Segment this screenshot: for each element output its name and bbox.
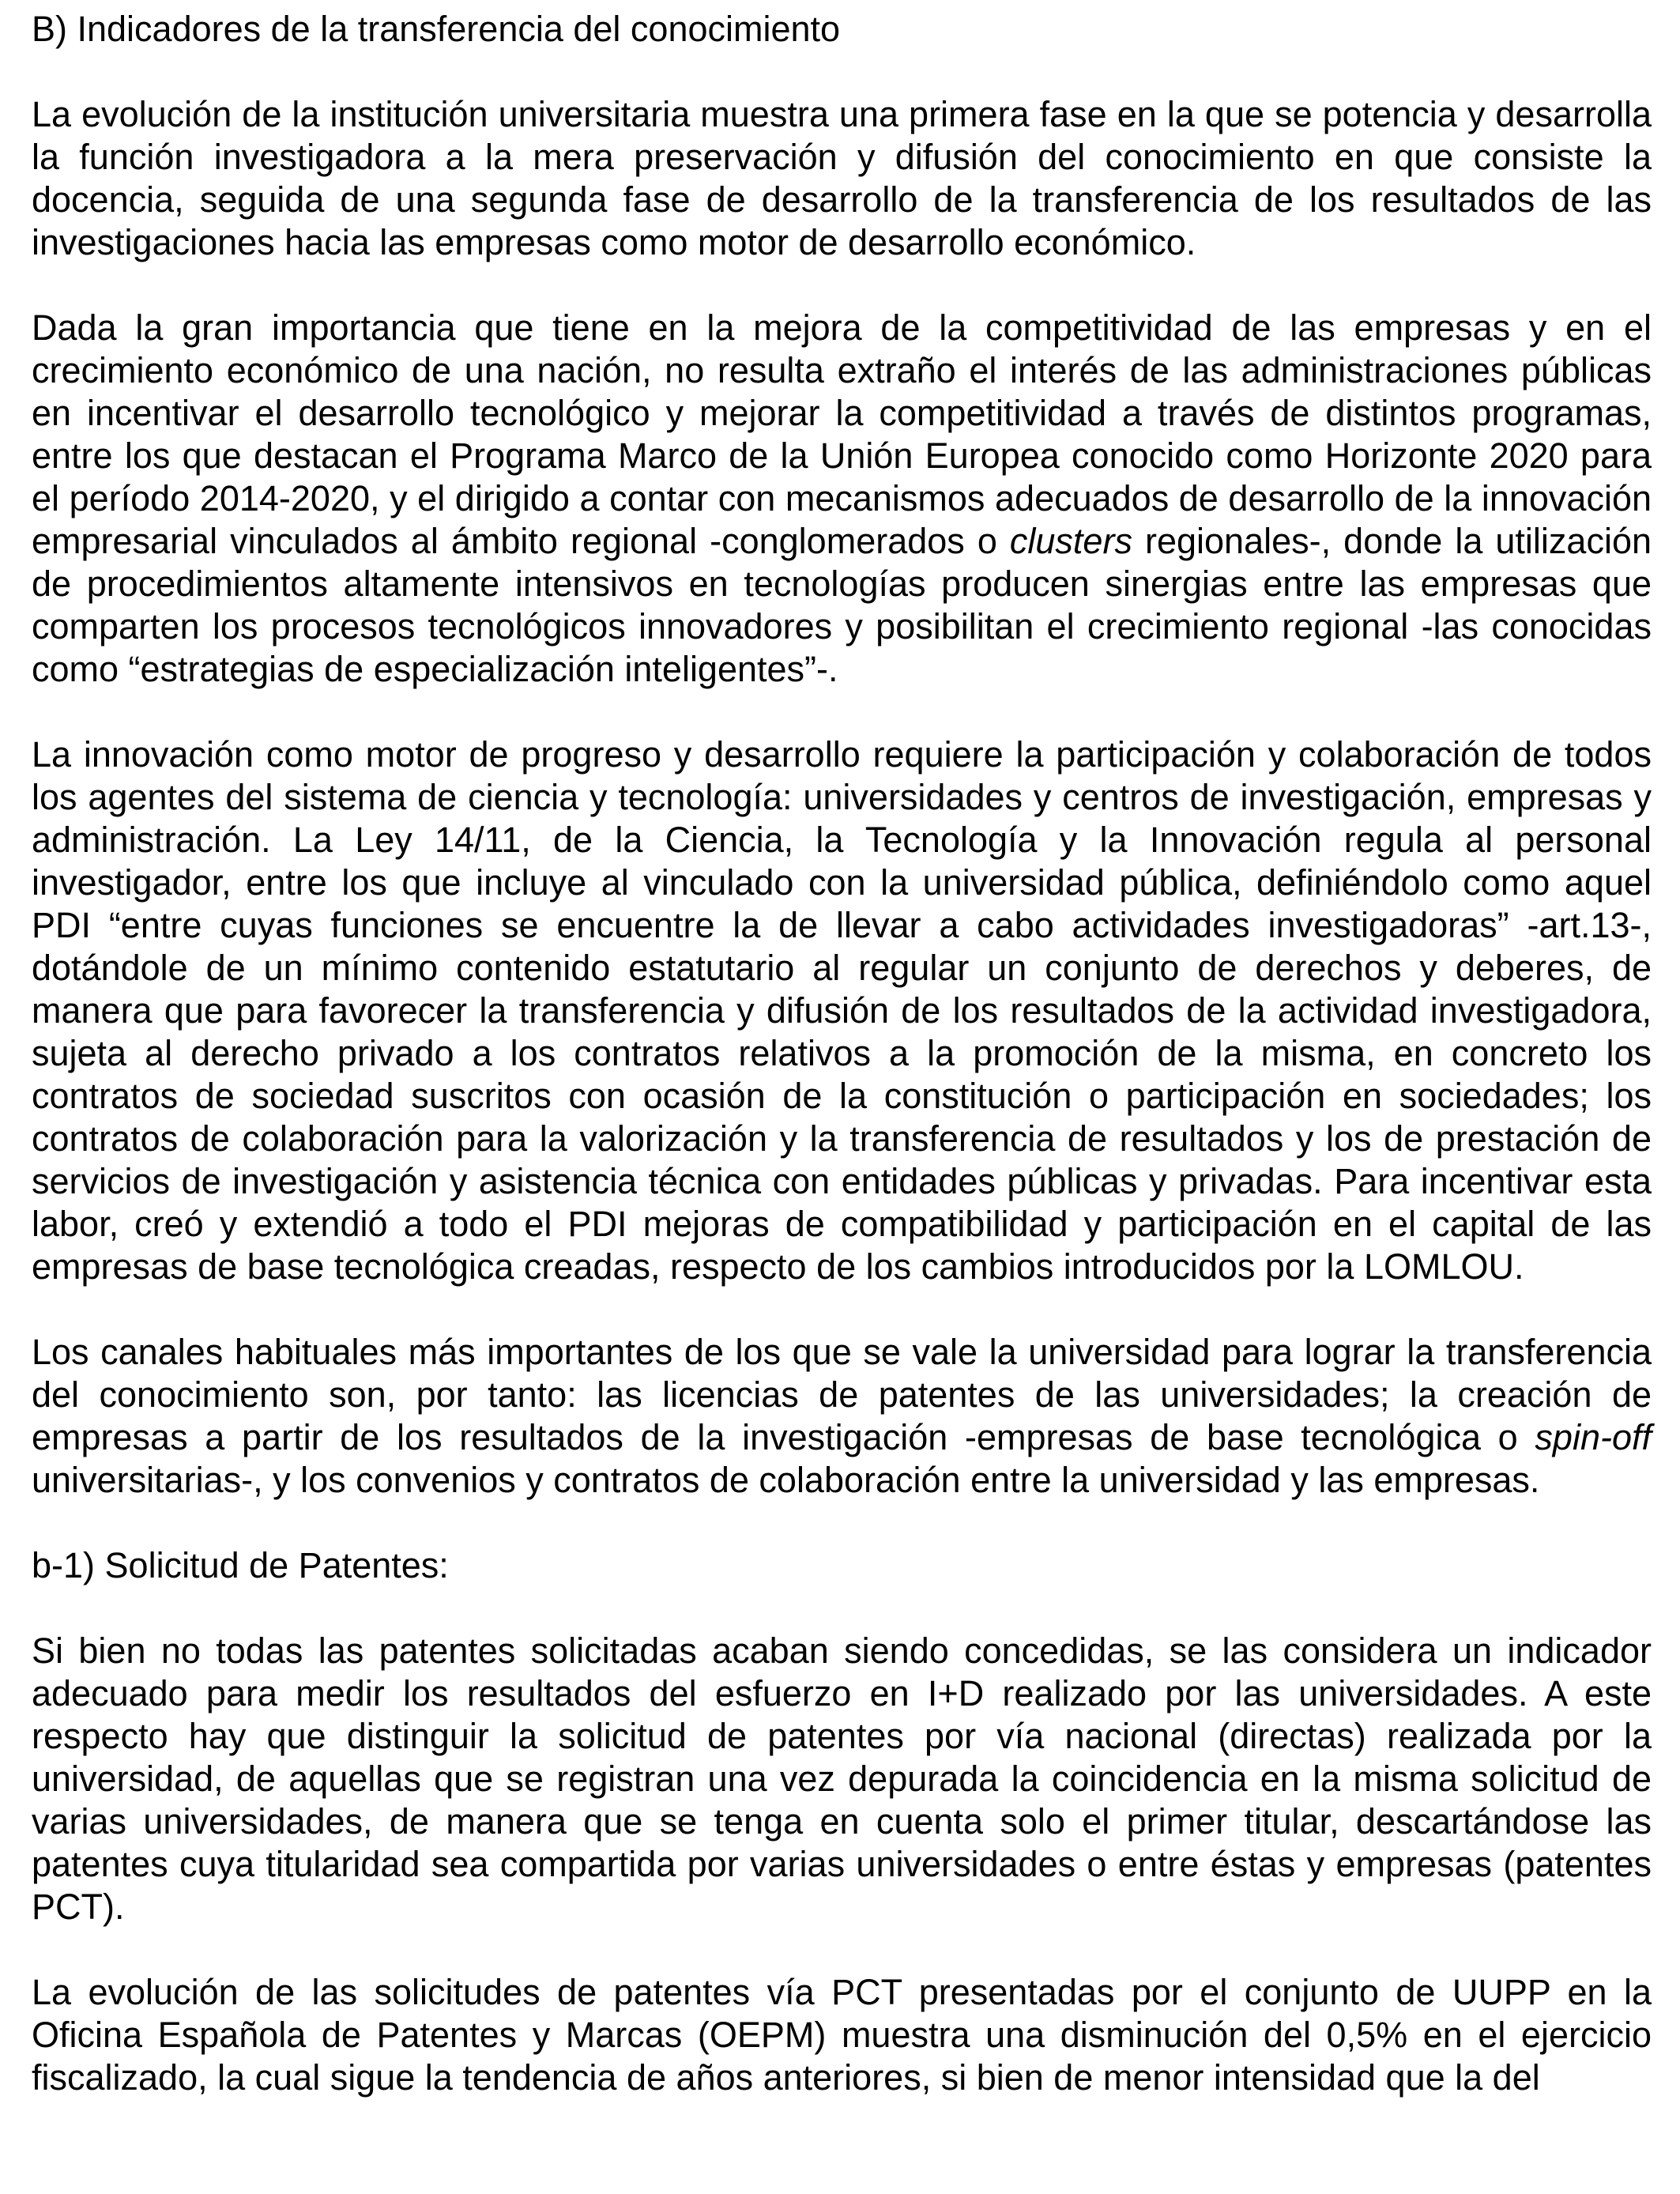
italic-term: spin-off	[1535, 1417, 1652, 1457]
subheading-patents: b-1) Solicitud de Patentes:	[32, 1545, 449, 1585]
paragraph-innovation-law: La innovación como motor de progreso y desarrollo requiere la participación y colaboración de todos los agentes del sistema de ciencia y tecnología: universidades y centros de investigación, empresas y administración. La Ley 14/11, de la Ciencia, la Tecnología y la Innovación regula al personal investigador, entre los que incluye al vinculado con la universidad pública, definiéndolo como aquel PDI “entre cuyas funciones se encuentre la de llevar a cabo actividades investigadoras” -art.13-, dotándole de un mínimo contenido estatutario al regular un conjunto de derechos y deberes, de manera que para favorecer la transferencia y difusión de los resultados de la actividad investigadora, sujeta al derecho privado a los contratos relativos a la promoción de la misma, en concreto los contratos de sociedad suscritos con ocasión de la constitución o participación en sociedades; los contratos de colaboración para la valorización y la transferencia de resultados y los de prestación de servicios de investigación y asistencia técnica con entidades públicas y privadas. Para incentivar esta labor, creó y extendió a todo el PDI mejoras de compatibilidad y participación en el capital de las empresas de base tecnológica creadas, respecto de los cambios introducidos por la LOMLOU.	[32, 734, 1652, 1287]
paragraph-transfer-channels	[32, 1331, 1652, 1502]
italic-term: clusters	[1009, 521, 1132, 561]
document-page	[32, 8, 1652, 2099]
paragraph-pct-evolution: La evolución de las solicitudes de patentes vía PCT presentadas por el conjunto de UUPP en la Oficina Española de Patentes y Marcas (OEPM) muestra una disminución del 0,5% en el ejercicio fiscalizado, la cual sigue la tendencia de años anteriores, si bien de menor intensidad que la del	[32, 1972, 1652, 2098]
paragraph-patent-indicator: Si bien no todas las patentes solicitadas acaban siendo concedidas, se las considera un indicador adecuado para medir los resultados del esfuerzo en I+D realizado por las universidades. A este respecto hay que distinguir la solicitud de patentes por vía nacional (directas) realizada por la universidad, de aquellas que se registran una vez depurada la coincidencia en la misma solicitud de varias universidades, de manera que se tenga en cuenta solo el primer titular, descartándose las patentes cuya titularidad sea compartida por varias universidades o entre éstas y empresas (patentes PCT).	[32, 1630, 1652, 1927]
paragraph-text: regionales-, donde la utilización de procedimientos altamente intensivos en tecnologías producen sinergias entre las empresas que comparten los procesos tecnológicos innovadores y posibilitan el crecimiento regional -las conocidas como “estrategias de especialización inteligentes”-.	[32, 521, 1652, 689]
paragraph-university-evolution: La evolución de la institución universitaria muestra una primera fase en la que se potencia y desarrolla la función investigadora a la mera preservación y difusión del conocimiento en que consiste la docencia, seguida de una segunda fase de desarrollo de la transferencia de los resultados de las investigaciones hacia las empresas como motor de desarrollo económico.	[32, 94, 1652, 262]
paragraph-text: Los canales habituales más importantes de los que se vale la universidad para lograr la transferencia del conocimiento son, por tanto: las licencias de patentes de las universidades; la creación de empresas a partir de los resultados de la investigación -empresas de base tecnológica o	[32, 1332, 1652, 1457]
section-heading: B) Indicadores de la transferencia del conocimiento	[32, 9, 841, 49]
paragraph-text: universitarias-, y los convenios y contratos de colaboración entre la universidad y las empresas.	[32, 1460, 1540, 1500]
paragraph-text: Dada la gran importancia que tiene en la mejora de la competitividad de las empresas y en el crecimiento económico de una nación, no resulta extraño el interés de las administraciones públicas en incentivar el desarrollo tecnológico y mejorar la competitividad a través de distintos programas, entre los que destacan el Programa Marco de la Unión Europea conocido como Horizonte 2020 para el período 2014-2020, y el dirigido a contar con mecanismos adecuados de desarrollo de la innovación empresarial vinculados al ámbito regional -conglomerados o	[32, 307, 1652, 561]
paragraph-competitiveness	[32, 307, 1652, 691]
